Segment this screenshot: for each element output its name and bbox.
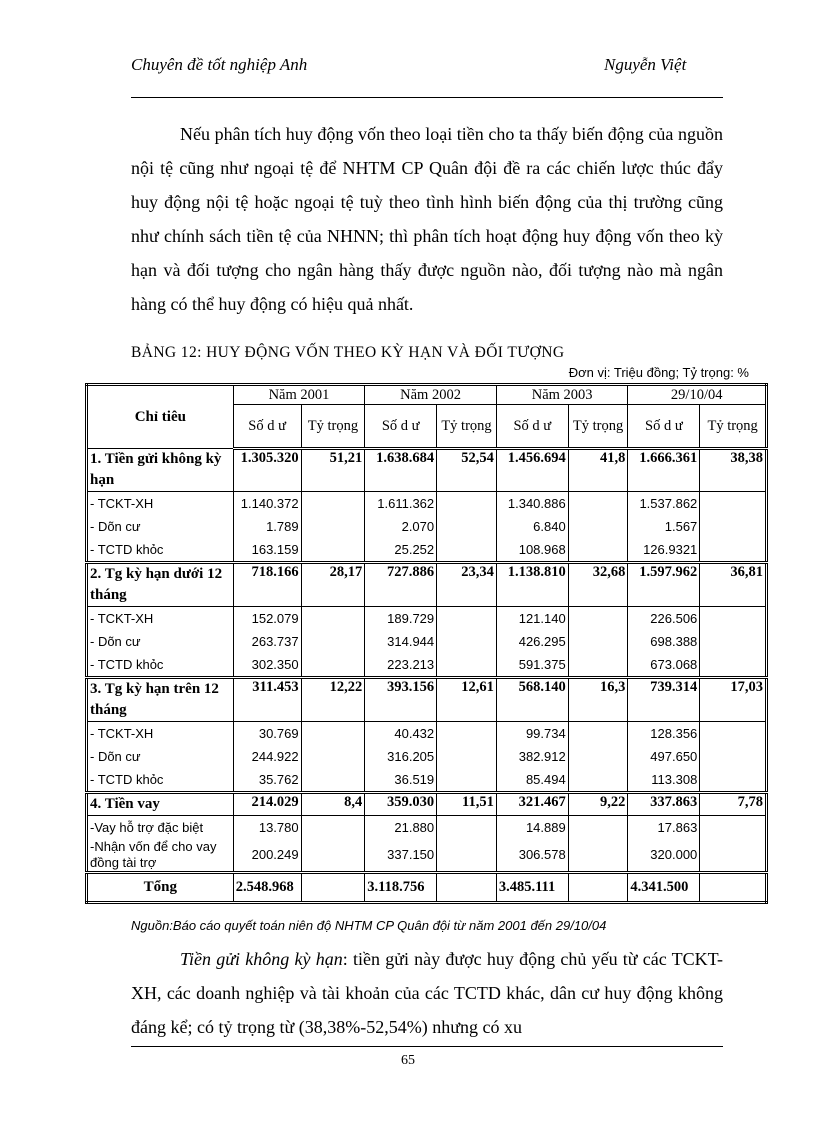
sub-value: 85.494 [525, 772, 566, 787]
group-total-cell: 7,78 [700, 793, 767, 816]
sub-label: - Dõn cư [90, 634, 141, 649]
group-total-cell: 568.140 [496, 678, 568, 722]
group-total-cell: 23,34 [437, 563, 497, 607]
group-total-cell: 739.314 [628, 678, 700, 722]
header-right: Nguyễn Việt [604, 55, 687, 74]
sub-balance: Số d ư [233, 405, 301, 449]
intro-text: Nếu phân tích huy động vốn theo loại tiền cho ta thấy biến động của nguồn nội tệ cũng như ngoại tệ để NHTM CP Quân đội đề ra các chiến lược thúc đẩy huy động nội tệ hoặc ngoại tệ tuỳ theo tình hình biến động của thị trường cũng như chính sách tiền tệ của NHNN; thì phân tích hoạt động huy động vốn theo kỳ hạn và đối tượng cho ngân hàng thấy được nguồn nào, đối tượng nào mà ngân hàng có thể huy động có hiệu quả nhất. [131, 124, 723, 314]
sub-value: 426.295 [518, 634, 566, 649]
sub-label: - TCKT-XH [90, 496, 154, 511]
sub-value: 30.769 [258, 726, 299, 741]
group-total-cell: 12,22 [301, 678, 365, 722]
period-header: Năm 2002 [365, 385, 497, 405]
group-total-cell: 1.305.320 [233, 449, 301, 492]
sub-label: - TCKT-XH [90, 726, 154, 741]
sub-value: 121.140 [518, 611, 566, 626]
sub-value: 21.880 [394, 820, 435, 835]
header-left: Chuyên đề tốt nghiệp Anh [131, 55, 308, 74]
sub-value: 244.922 [251, 749, 299, 764]
group-label: 2. Tg kỳ hạn dưới 12 tháng [87, 563, 234, 607]
group-total-cell: 1.456.694 [496, 449, 568, 492]
group-sub-row [87, 816, 767, 873]
table-unit: Đơn vị: Triệu đồng; Tỷ trọng: % [568, 365, 749, 380]
period-header: 29/10/04 [628, 385, 767, 405]
sub-value: 40.432 [394, 726, 435, 741]
sub-value: 698.388 [650, 634, 698, 649]
group-total-cell: 52,54 [437, 449, 497, 492]
group-total-cell: 11,51 [437, 793, 497, 816]
col-indicator: Chỉ tiêu [87, 385, 234, 449]
group-total-row [87, 563, 767, 607]
sub-value: 673.068 [650, 657, 698, 672]
table-body [87, 449, 767, 903]
sub-value: 13.780 [258, 820, 299, 835]
sub-value: 99.734 [525, 726, 566, 741]
sub-value: 1.611.362 [377, 496, 435, 511]
sub-value: 17.863 [657, 820, 698, 835]
group-total-cell: 718.166 [233, 563, 301, 607]
group-total-cell: 12,61 [437, 678, 497, 722]
group-total-cell: 51,21 [301, 449, 365, 492]
group-total-cell: 9,22 [568, 793, 628, 816]
sub-share: Tỷ trọng [568, 405, 628, 449]
total-label: Tổng [87, 873, 234, 903]
sub-value: 306.578 [518, 847, 566, 862]
group-label: 3. Tg kỳ hạn trên 12 tháng [87, 678, 234, 722]
sub-label: - TCTD khỏc [90, 657, 164, 672]
sub-value: 128.356 [650, 726, 698, 741]
group-total-cell: 1.666.361 [628, 449, 700, 492]
page-number: 65 [401, 1053, 415, 1068]
sub-value: 591.375 [518, 657, 566, 672]
sub-label: - TCTD khỏc [90, 772, 164, 787]
sub-value: 36.519 [394, 772, 435, 787]
group-total-cell: 1.138.810 [496, 563, 568, 607]
sub-value: 2.070 [401, 519, 435, 534]
sub-label: - TCTD khỏc [90, 542, 164, 557]
source-note: Nguồn:Báo cáo quyết toán niên độ NHTM CP Quân đội từ năm 2001 đến 29/10/04 [131, 918, 607, 933]
sub-value: 189.729 [387, 611, 435, 626]
group-total-cell: 311.453 [233, 678, 301, 722]
sub-value: 113.308 [651, 772, 698, 787]
sub-value: 223.213 [387, 657, 435, 672]
group-total-row [87, 678, 767, 722]
sub-balance: Số d ư [628, 405, 700, 449]
total-value: 3.485.111 [496, 873, 568, 903]
group-total-cell: 16,3 [568, 678, 628, 722]
total-value: 2.548.968 [233, 873, 301, 903]
sub-value: 14.889 [525, 820, 566, 835]
group-total-cell: 8,4 [301, 793, 365, 816]
group-total-cell: 1.597.962 [628, 563, 700, 607]
group-total-cell: 337.863 [628, 793, 700, 816]
group-total-cell: 38,38 [700, 449, 767, 492]
sub-share: Tỷ trọng [437, 405, 497, 449]
sub-share: Tỷ trọng [301, 405, 365, 449]
sub-value: 320.000 [650, 847, 698, 862]
sub-value: 226.506 [650, 611, 698, 626]
period-header: Năm 2003 [496, 385, 628, 405]
sub-value: 25.252 [394, 542, 435, 557]
sub-value: 35.762 [258, 772, 299, 787]
sub-value: 263.737 [251, 634, 299, 649]
period-header: Năm 2001 [233, 385, 365, 405]
sub-value: 302.350 [251, 657, 299, 672]
group-total-row [87, 449, 767, 492]
header-divider [131, 97, 723, 98]
group-sub-row [87, 492, 767, 563]
sub-balance: Số d ư [496, 405, 568, 449]
sub-label: -Vay hỗ trợ đặc biệt [90, 820, 204, 835]
sub-value: 1.567 [664, 519, 698, 534]
total-value: 4.341.500 [628, 873, 700, 903]
sub-value: 382.912 [518, 749, 566, 764]
total-value: 3.118.756 [365, 873, 437, 903]
sub-label: - TCKT-XH [90, 611, 154, 626]
sub-value: 6.840 [533, 519, 566, 534]
group-total-cell: 41,8 [568, 449, 628, 492]
sub-share: Tỷ trọng [700, 405, 767, 449]
total-row [87, 873, 767, 903]
sub-label: - Dõn cư [90, 749, 141, 764]
funding-table [85, 383, 768, 904]
sub-value: 1.340.886 [507, 496, 566, 511]
sub-value: 1.789 [266, 519, 299, 534]
group-total-cell: 28,17 [301, 563, 365, 607]
sub-label: -Nhận vốn để cho vay đồng tài trợ [90, 839, 217, 870]
group-label: 1. Tiền gửi không kỳ hạn [87, 449, 234, 492]
para2-text: : tiền gửi này được huy động chủ yếu từ các TCKT- XH, các doanh nghiệp và tài khoản của các TCTD khác, dân cư huy động không đáng kể; có tỷ trọng từ (38,38%-52,54%) nhưng có xu [131, 949, 724, 1037]
sub-value: 314.944 [387, 634, 435, 649]
group-total-cell: 321.467 [496, 793, 568, 816]
group-total-cell: 359.030 [365, 793, 437, 816]
group-total-cell: 1.638.684 [365, 449, 437, 492]
group-label: 4. Tiền vay [87, 793, 234, 816]
sub-value: 316.205 [387, 749, 435, 764]
sub-balance: Số d ư [365, 405, 437, 449]
paragraph-2 [131, 942, 723, 1044]
sub-value: 163.159 [251, 542, 299, 557]
group-sub-row [87, 722, 767, 793]
group-total-cell: 214.029 [233, 793, 301, 816]
sub-value: 152.079 [251, 611, 299, 626]
sub-value: 1.537.862 [639, 496, 698, 511]
group-total-cell: 727.886 [365, 563, 437, 607]
table-title: BẢNG 12: HUY ĐỘNG VỐN THEO KỲ HẠN VÀ ĐỐI TƯỢNG [131, 344, 565, 361]
group-total-cell: 393.156 [365, 678, 437, 722]
group-total-row [87, 793, 767, 816]
sub-label: - Dõn cư [90, 519, 141, 534]
sub-value: 497.650 [650, 749, 698, 764]
footer-divider [131, 1046, 723, 1047]
para2-lead: Tiền gửi không kỳ hạn [180, 949, 343, 969]
intro-paragraph [131, 117, 723, 321]
group-total-cell: 32,68 [568, 563, 628, 607]
group-total-cell: 36,81 [700, 563, 767, 607]
sub-value: 108.968 [518, 542, 566, 557]
sub-value: 126.9321 [643, 542, 698, 557]
sub-value: 200.249 [251, 847, 299, 862]
group-total-cell: 17,03 [700, 678, 767, 722]
group-sub-row [87, 607, 767, 678]
sub-value: 1.140.372 [240, 496, 299, 511]
sub-value: 337.150 [387, 847, 435, 862]
